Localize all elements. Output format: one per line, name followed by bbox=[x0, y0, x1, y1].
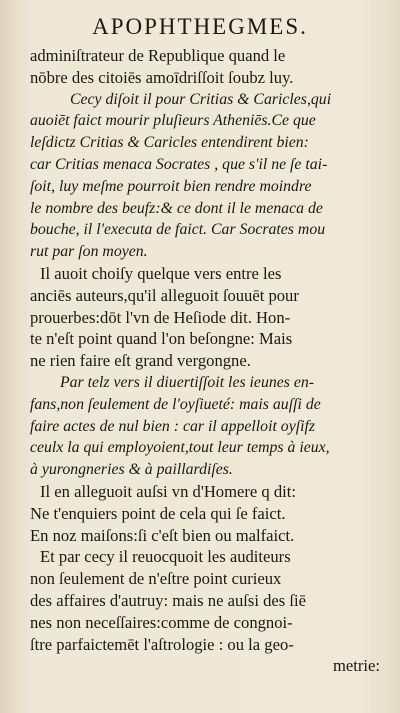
text-line: Par telz vers il diuertiſſoit les ieunes en- bbox=[60, 373, 315, 391]
text-line: ſtre parfaictemēt l'aſtrologie : ou la geo- bbox=[30, 634, 294, 654]
text-line: ſoit, luy meſme pourroit bien rendre moindre bbox=[30, 177, 312, 195]
text-line: nōbre des citoiēs amoīdriſſoit ſoubz luy. bbox=[30, 67, 294, 87]
text-line: Il auoit choiſy quelque vers entre les bbox=[40, 263, 282, 283]
running-head: APOPHTHEGMES. bbox=[92, 14, 308, 39]
text-line: ceulx la qui employoient,tout leur temps à ieux, bbox=[30, 439, 330, 457]
text-line: anciēs auteurs,qu'il alleguoit ſouuēt pour bbox=[30, 285, 299, 305]
text-line: le nombre des beufz:& ce dont il le menaca de bbox=[30, 199, 323, 217]
text-line: des affaires d'autruy: mais ne auſsi des ſiē bbox=[30, 590, 306, 610]
text-line: ne rien faire eſt grand vergongne. bbox=[30, 351, 251, 371]
text-line: prouerbes:dōt l'vn de Heſiode dit. Hon- bbox=[30, 307, 291, 327]
text-line: leſdictz Critias & Caricles entendirent bien: bbox=[30, 134, 309, 152]
text-line: non ſeulement de n'eſtre point curieux bbox=[30, 569, 282, 589]
text-line: te n'eſt point quand l'on beſongne: Mais bbox=[30, 329, 293, 349]
text-line: fans,non ſeulement de l'oyſiueté: mais auſſi de bbox=[30, 395, 321, 413]
text-block bbox=[30, 45, 380, 677]
text-line: à yurongneries & à paillardiſes. bbox=[30, 461, 233, 479]
text-line: faire actes de nul bien : car il appelloit oyſifz bbox=[30, 417, 316, 435]
text-line: Il en alleguoit auſsi vn d'Homere q dit: bbox=[40, 481, 296, 501]
text-line: Et par cecy il reuocquoit les auditeurs bbox=[40, 547, 291, 567]
text-line: En noz maiſons:ſi c'eſt bien ou malfaict. bbox=[30, 525, 295, 545]
text-line: car Critias menaca Socrates , que s'il ne ſe tai- bbox=[30, 155, 328, 173]
text-line: auoiēt faict mourir pluſieurs Atheniēs.Ce que bbox=[30, 112, 316, 130]
text-line: metrie: bbox=[333, 656, 380, 676]
text-line: nes non neceſſaires:comme de congnoi- bbox=[30, 612, 293, 632]
text-line: rut par ſon moyen. bbox=[30, 243, 148, 261]
text-line: Ne t'enquiers point de cela qui ſe faict. bbox=[30, 503, 286, 523]
text-line: Cecy diſoit il pour Critias & Caricles,qui bbox=[70, 90, 332, 108]
text-line: bouche, il l'executa de faict. Car Socrates mou bbox=[30, 221, 326, 239]
text-line: adminiſtrateur de Republique quand le bbox=[30, 46, 286, 65]
